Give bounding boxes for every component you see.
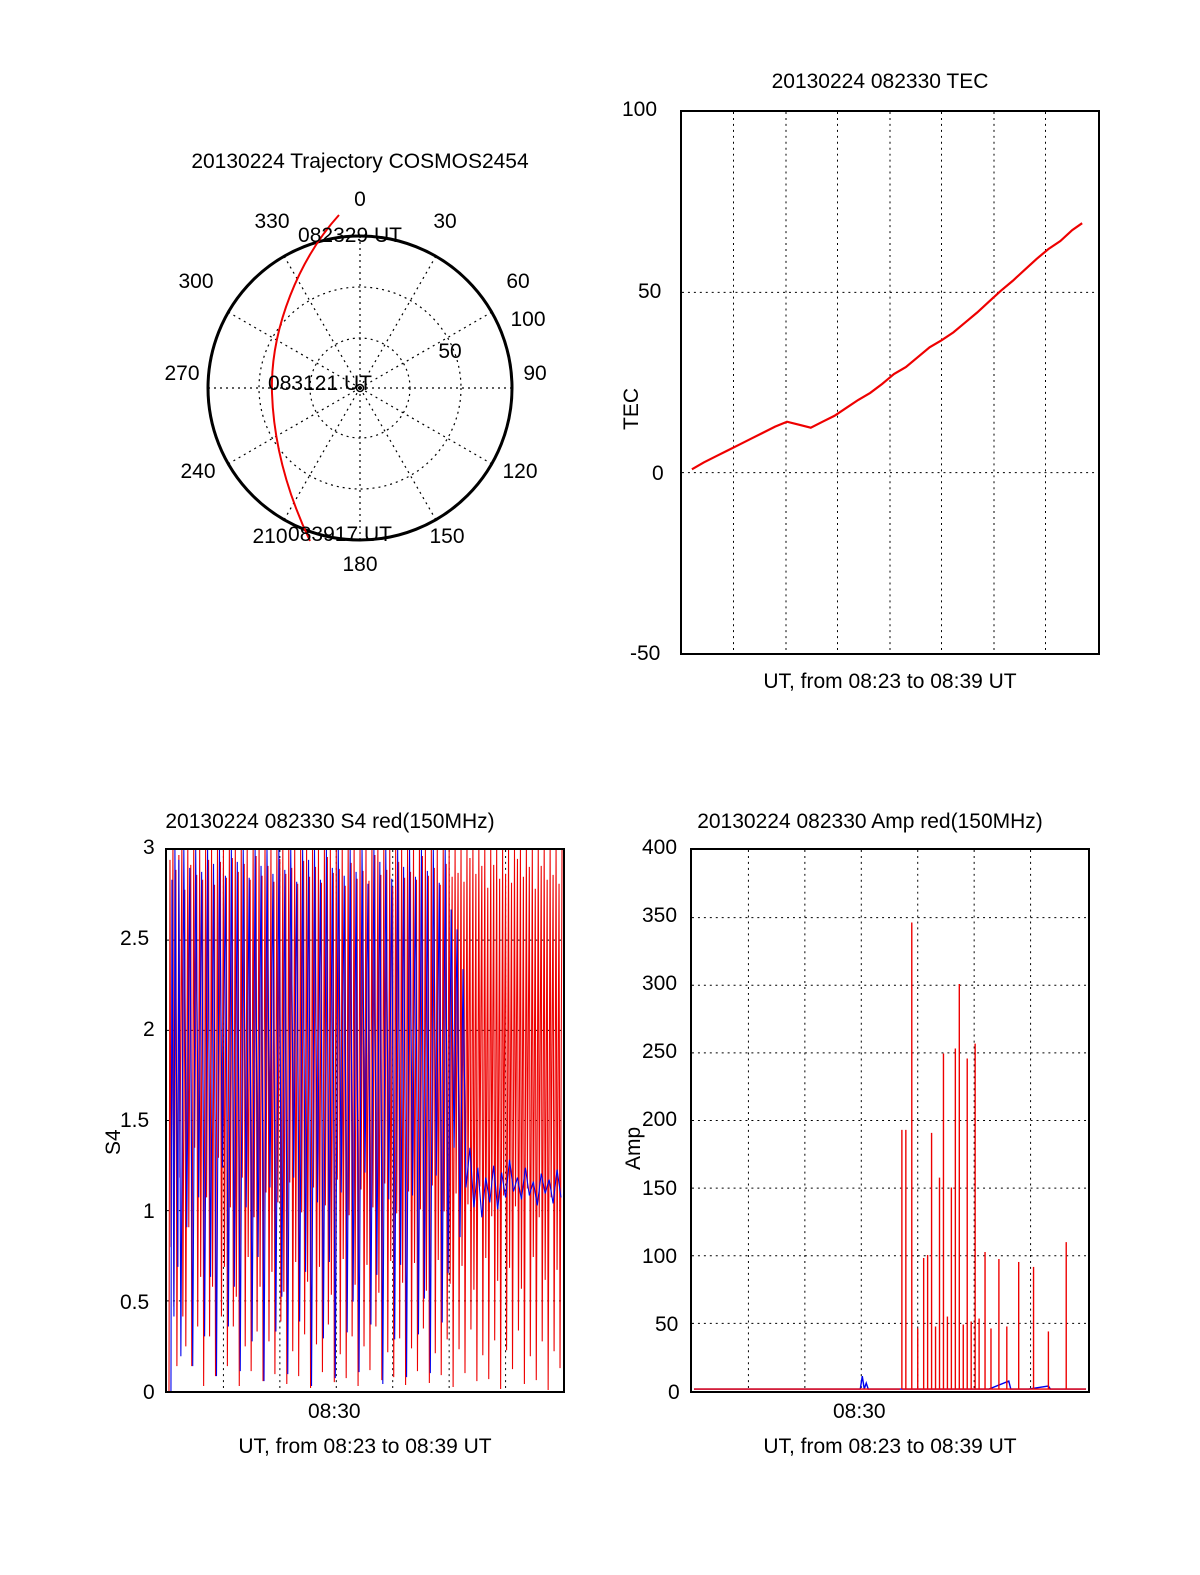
tec-ytick-0: 0 <box>652 462 664 485</box>
s4-xtick-0830: 08:30 <box>308 1400 361 1423</box>
tec-plot-area <box>680 110 1100 655</box>
polar-radial-tick-50: 50 <box>438 340 462 363</box>
polar-trajectory-panel <box>120 150 600 610</box>
polar-chart-title: 20130224 Trajectory COSMOS2454 <box>191 150 529 173</box>
polar-az-tick-60: 60 <box>506 270 530 293</box>
amp-ytick-350: 350 <box>642 904 678 927</box>
tec-ytick-50: 50 <box>638 280 662 303</box>
polar-az-tick-0: 0 <box>354 188 366 211</box>
amp-xtick-0830: 08:30 <box>833 1400 886 1423</box>
polar-az-tick-210: 210 <box>252 525 288 548</box>
amp-ytick-0: 0 <box>668 1381 680 1404</box>
s4-plot-area <box>165 848 565 1393</box>
polar-az-tick-180: 180 <box>342 553 378 576</box>
s4-plot-svg <box>167 850 563 1391</box>
tec-plot-svg <box>682 112 1098 653</box>
s4-panel <box>60 810 600 1490</box>
s4-ytick-2p5: 2.5 <box>120 927 150 950</box>
tec-ytick-neg50: -50 <box>630 642 661 665</box>
tec-chart-title: 20130224 082330 TEC <box>771 70 989 93</box>
polar-radial-tick-100: 100 <box>510 308 546 331</box>
amp-trace-400mhz <box>694 1376 1086 1389</box>
amp-ytick-400: 400 <box>642 836 678 859</box>
polar-az-tick-120: 120 <box>502 460 538 483</box>
tec-vertical-grid <box>734 112 1046 653</box>
s4-ytick-3: 3 <box>143 836 155 859</box>
amp-chart-title: 20130224 082330 Amp red(150MHz) <box>697 810 1043 833</box>
amp-trace-150mhz <box>694 922 1086 1389</box>
polar-plot-svg <box>120 178 600 598</box>
polar-annotation-end: 083917 UT <box>288 523 392 546</box>
amp-ytick-250: 250 <box>642 1040 678 1063</box>
polar-annotation-start: 082329 UT <box>298 224 402 247</box>
amp-ytick-200: 200 <box>642 1108 678 1131</box>
s4-ytick-0p5: 0.5 <box>120 1291 150 1314</box>
tec-x-axis-label: UT, from 08:23 to 08:39 UT <box>763 670 1017 693</box>
tec-y-axis-label: TEC <box>620 388 643 430</box>
s4-ytick-1p5: 1.5 <box>120 1109 150 1132</box>
tec-panel <box>600 70 1140 693</box>
s4-x-axis-label: UT, from 08:23 to 08:39 UT <box>238 1435 492 1458</box>
amp-panel <box>600 810 1140 1490</box>
amp-plot-svg <box>692 850 1088 1391</box>
amp-ytick-100: 100 <box>642 1245 678 1268</box>
polar-az-tick-90: 90 <box>523 362 547 385</box>
s4-ytick-1: 1 <box>143 1200 155 1223</box>
polar-az-tick-300: 300 <box>178 270 214 293</box>
amp-x-axis-label: UT, from 08:23 to 08:39 UT <box>763 1435 1017 1458</box>
tec-trace <box>692 223 1082 469</box>
tec-ytick-100: 100 <box>622 98 658 121</box>
polar-az-tick-240: 240 <box>180 460 216 483</box>
amp-plot-area <box>690 848 1090 1393</box>
amp-ytick-50: 50 <box>655 1313 679 1336</box>
amp-horizontal-grid <box>692 918 1088 1324</box>
amp-ytick-150: 150 <box>642 1177 678 1200</box>
amp-ytick-300: 300 <box>642 972 678 995</box>
amp-y-axis-label: Amp <box>622 1126 645 1170</box>
s4-y-axis-label: S4 <box>102 1129 125 1155</box>
polar-az-tick-330: 330 <box>254 210 290 233</box>
polar-az-tick-150: 150 <box>429 525 465 548</box>
s4-ytick-0: 0 <box>143 1381 155 1404</box>
polar-az-tick-270: 270 <box>164 362 200 385</box>
polar-annotation-mid: 083121 UT <box>268 372 372 395</box>
s4-ytick-2: 2 <box>143 1018 155 1041</box>
polar-az-tick-30: 30 <box>433 210 457 233</box>
s4-chart-title: 20130224 082330 S4 red(150MHz) <box>165 810 495 833</box>
